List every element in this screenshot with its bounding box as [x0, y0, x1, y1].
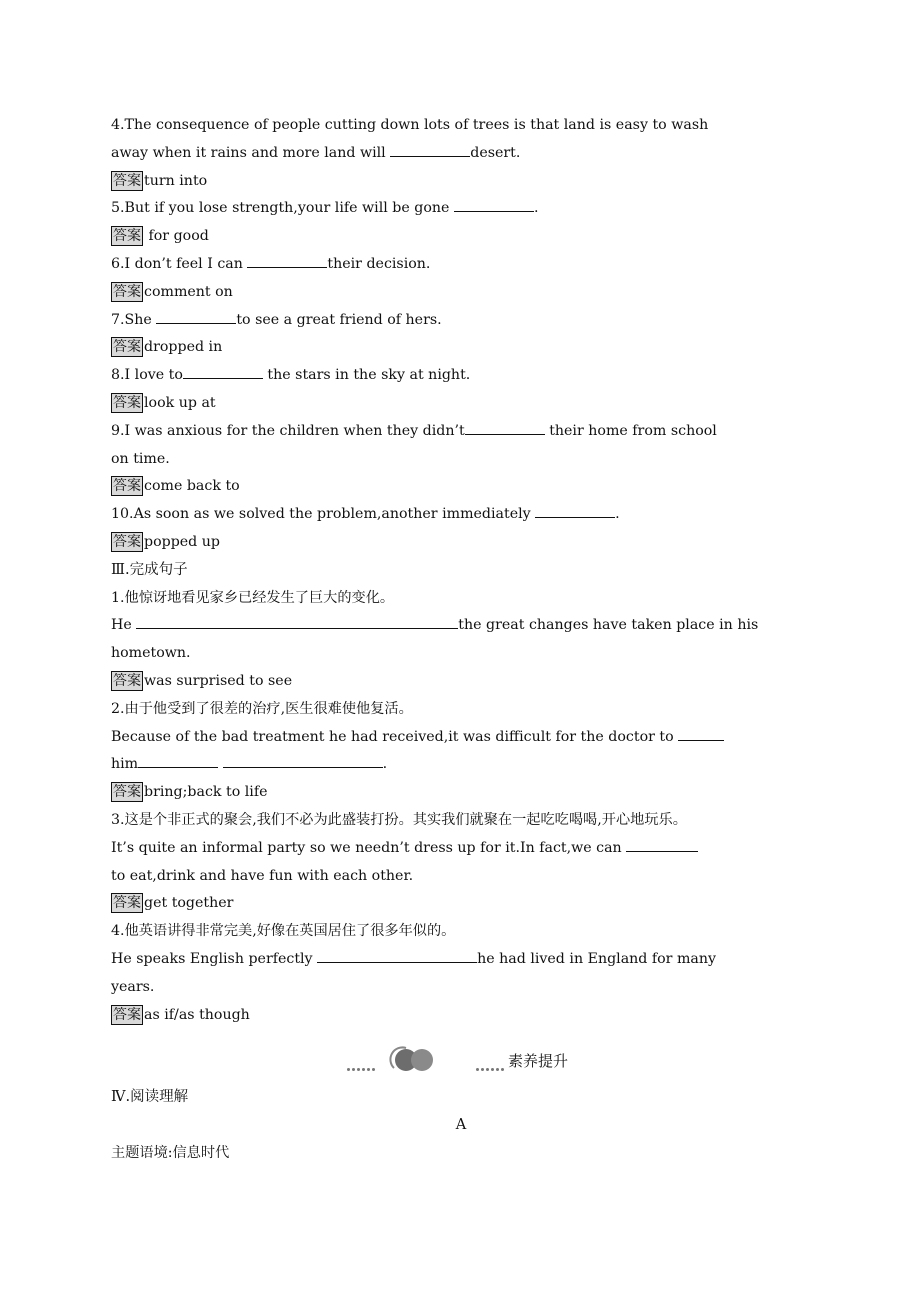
- answer-label: 答案: [113, 283, 141, 300]
- s3-blank[interactable]: [626, 837, 698, 852]
- q4-line2: [111, 140, 811, 168]
- s3-chinese: 这是个非正式的聚会,我们不必为此盛装打扮。其实我们就聚在一起吃吃喝喝,开心地玩乐。: [124, 811, 687, 828]
- s4-english-end: he had lived in England for many: [477, 950, 717, 967]
- worksheet: [111, 112, 811, 1029]
- s3-answer-line: [111, 890, 811, 918]
- q4-answer: turn into: [144, 172, 208, 189]
- q7-blank[interactable]: [156, 309, 236, 324]
- s2-number: 2.: [111, 700, 125, 717]
- q6-number: 6.: [111, 255, 125, 272]
- q10-line: [111, 501, 811, 529]
- section4-title: Ⅳ.阅读理解: [111, 1089, 189, 1105]
- s2-english-end: .: [382, 756, 388, 773]
- q8-text: I love to: [124, 367, 183, 384]
- s4-blank[interactable]: [317, 948, 477, 963]
- s3-cn: [111, 807, 811, 835]
- q8-blank[interactable]: [183, 364, 263, 379]
- q5-answer: for good: [144, 228, 209, 245]
- answer-label: 答案: [113, 895, 141, 912]
- q9-text-end: their home from school: [544, 422, 717, 439]
- s2-cn: [111, 696, 811, 724]
- q4-text: The consequence of people cutting down lots of trees is that land is easy to wash: [124, 117, 709, 133]
- s1-chinese: 他惊讶地看见家乡已经发生了巨大的变化。: [124, 589, 395, 606]
- s1-number: 1.: [111, 589, 125, 606]
- q10-number: 10.: [111, 506, 134, 523]
- answer-label: 答案: [113, 339, 141, 356]
- s2-english: Because of the bad treatment he had received,it was difficult for the doctor to: [111, 728, 679, 745]
- s3-en-line2: [111, 863, 811, 891]
- s1-english: He: [111, 617, 137, 634]
- s3-english-cont: to eat,drink and have fun with each other.: [111, 867, 414, 884]
- answer-label: 答案: [113, 394, 141, 411]
- s1-english-cont: hometown.: [111, 645, 191, 662]
- q4-line1: [111, 112, 811, 140]
- answer-label: 答案: [113, 1006, 141, 1023]
- s1-blank[interactable]: [136, 614, 458, 629]
- answer-label: 答案: [113, 672, 141, 689]
- s4-cn: [111, 918, 811, 946]
- s2-answer-line: [111, 779, 811, 807]
- answer-label: 答案: [113, 784, 141, 801]
- q9-line1: [111, 418, 811, 446]
- q10-text: As soon as we solved the problem,another immediately: [133, 506, 536, 523]
- s2-answer: bring;back to life: [144, 784, 268, 801]
- s4-en: [111, 946, 811, 974]
- s4-english: He speaks English perfectly: [111, 950, 318, 967]
- q9-blank[interactable]: [465, 420, 545, 435]
- s3-en: [111, 835, 811, 863]
- s2-blank-1[interactable]: [678, 726, 724, 741]
- q4-blank[interactable]: [390, 142, 470, 157]
- q4-text-cont: away when it rains and more land will: [111, 144, 391, 161]
- q10-text-end: .: [615, 506, 620, 523]
- s1-en-line2: [111, 640, 811, 668]
- section4: [111, 1084, 811, 1167]
- q4-number: 4.: [111, 117, 125, 133]
- q6-text-end: their decision.: [327, 255, 431, 272]
- q5-text-end: .: [533, 200, 539, 217]
- q7-text: She: [124, 311, 157, 328]
- q9-number: 9.: [111, 422, 125, 439]
- q6-answer-line: [111, 279, 811, 307]
- q4-answer-line: [111, 168, 811, 196]
- q10-answer-line: [111, 529, 811, 557]
- dots-left-icon: [347, 1056, 377, 1060]
- q6-answer: comment on: [144, 283, 233, 300]
- s3-answer: get together: [144, 895, 234, 912]
- q6-text: I don’t feel I can: [124, 255, 248, 272]
- s1-answer: was surprised to see: [144, 672, 293, 689]
- s4-en-line2: [111, 974, 811, 1002]
- q8-text-end: the stars in the sky at night.: [262, 367, 471, 384]
- answer-label: 答案: [113, 533, 141, 550]
- q9-answer: come back to: [144, 478, 240, 495]
- theme-context: 主题语境:信息时代: [111, 1144, 230, 1161]
- dots-right-icon: [476, 1056, 506, 1060]
- double-circle-icon: [386, 1044, 438, 1072]
- s2-en: [111, 724, 811, 752]
- q5-text: But if you lose strength,your life will be gone: [124, 200, 454, 217]
- s2-blank-3[interactable]: [223, 753, 383, 768]
- q7-answer-line: [111, 334, 811, 362]
- q10-answer: popped up: [144, 533, 220, 550]
- q8-answer: look up at: [144, 394, 216, 411]
- answer-label: 答案: [113, 172, 141, 189]
- s3-english: It’s quite an informal party so we needn’t dress up for it.In fact,we can: [111, 839, 627, 856]
- answer-label: 答案: [113, 228, 141, 245]
- q8-number: 8.: [111, 367, 125, 384]
- q7-answer: dropped in: [144, 339, 223, 356]
- s1-cn: [111, 585, 811, 613]
- q7-number: 7.: [111, 311, 125, 328]
- q4-text-end: desert.: [470, 144, 521, 161]
- q8-line: [111, 362, 811, 390]
- section3-title: Ⅲ.完成句子: [111, 561, 188, 578]
- s1-en: [111, 612, 811, 640]
- s2-chinese: 由于他受到了很差的治疗,医生很难使他复活。: [124, 700, 413, 717]
- q9-text-cont: on time.: [111, 450, 170, 467]
- section-banner: [0, 1040, 920, 1076]
- q9-answer-line: [111, 473, 811, 501]
- q10-blank[interactable]: [535, 503, 615, 518]
- q9-line2: [111, 446, 811, 474]
- s4-answer-line: [111, 1002, 811, 1030]
- q6-blank[interactable]: [247, 253, 327, 268]
- s4-answer: as if/as though: [144, 1006, 250, 1023]
- s4-chinese: 他英语讲得非常完美,好像在英国居住了很多年似的。: [124, 923, 456, 940]
- s2-en-line2: [111, 751, 811, 779]
- s4-english-cont: years.: [111, 978, 155, 995]
- answer-label: 答案: [113, 478, 141, 495]
- s4-number: 4.: [111, 923, 125, 940]
- s2-blank-2[interactable]: [138, 753, 218, 768]
- q8-answer-line: [111, 390, 811, 418]
- s3-number: 3.: [111, 811, 125, 828]
- q5-blank[interactable]: [454, 197, 534, 212]
- q5-line: [111, 195, 811, 223]
- s2-english-cont: him: [111, 756, 139, 773]
- passage-letter: A: [455, 1116, 467, 1133]
- s1-english-end: the great changes have taken place in his: [458, 617, 759, 634]
- q7-text-end: to see a great friend of hers.: [236, 311, 442, 328]
- s1-answer-line: [111, 668, 811, 696]
- banner-title: 素养提升: [508, 1052, 569, 1070]
- q5-number: 5.: [111, 200, 125, 217]
- q5-answer-line: [111, 223, 811, 251]
- q6-line: [111, 251, 811, 279]
- q7-line: [111, 307, 811, 335]
- q9-text: I was anxious for the children when they didn’t: [124, 422, 465, 439]
